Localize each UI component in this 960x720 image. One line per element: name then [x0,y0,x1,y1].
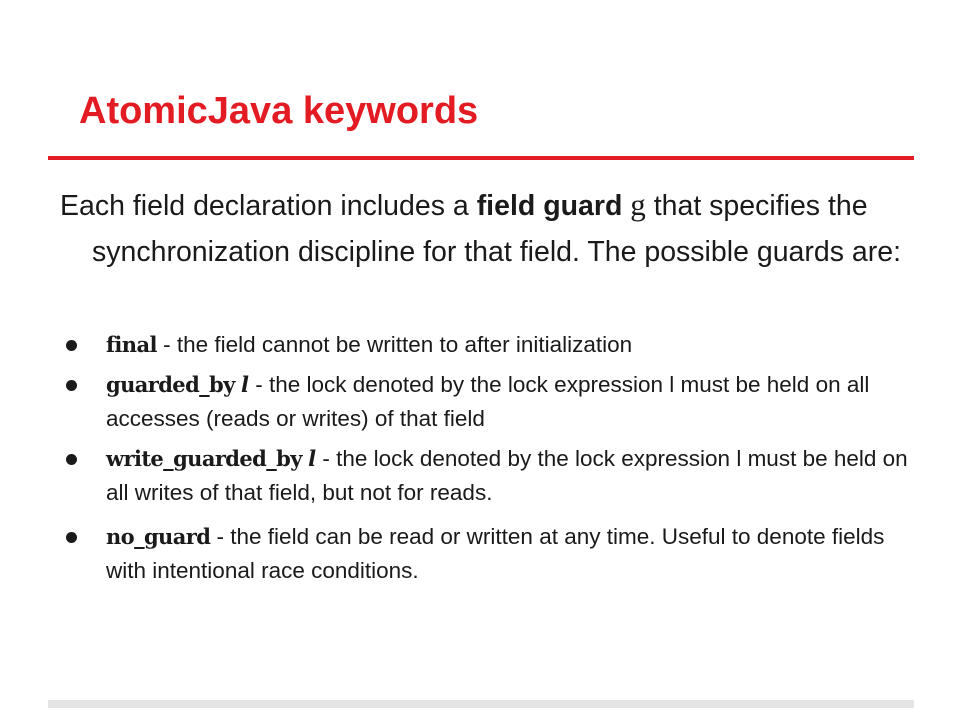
bullet-icon [66,380,77,391]
guard-param: l [308,446,317,471]
guard-keyword: no_guard [106,524,211,549]
guard-item-guarded-by [62,368,910,436]
intro-text-end: that specifies the synchronization discipline for that field. The possible guards are: [92,190,902,268]
guard-item-write-guarded-by [62,442,910,510]
bullet-icon [66,454,77,465]
field-guard-term: field guard [476,190,623,222]
guard-list [62,328,910,594]
title-underline [48,156,914,160]
guard-description: - the field cannot be written to after initialization [156,332,633,357]
guard-description: - the lock denoted by the lock expression l must be held on all writes of that field, but not for reads. [106,446,908,505]
guard-item-final [62,328,910,362]
intro-paragraph [60,182,942,275]
guard-keyword: final [106,332,157,357]
bullet-icon [66,532,77,543]
guard-keyword: guarded_by [106,372,235,397]
guard-description: - the lock denoted by the lock expression l must be held on all accesses (reads or writes) of that field [106,372,870,431]
guard-keyword: write_guarded_by [106,446,302,471]
bullet-icon [66,340,77,351]
guard-param: l [241,372,249,397]
footer-bar [48,700,914,708]
guard-description: - the field can be read or written at any time. Useful to denote fields with intentional race conditions. [106,524,885,583]
intro-text-start: Each field declaration includes a [60,190,477,222]
guard-item-no-guard [62,520,910,588]
guard-symbol: g [630,187,646,222]
slide-title: AtomicJava keywords [79,90,479,132]
